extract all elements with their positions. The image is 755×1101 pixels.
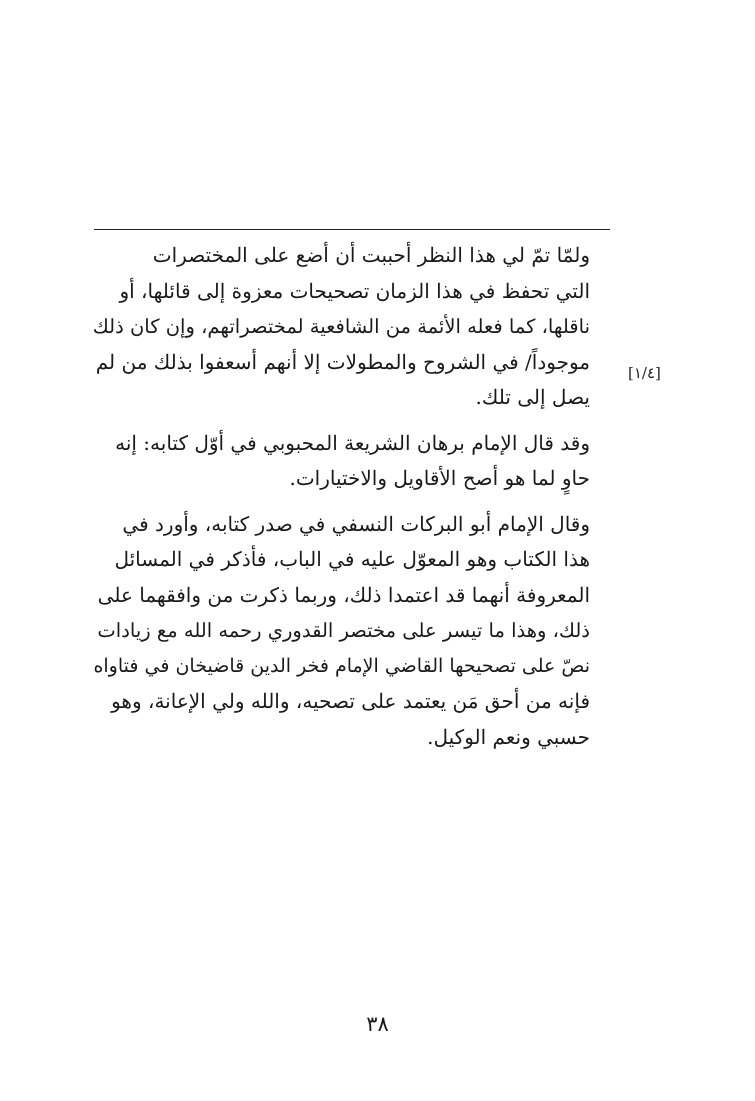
text-line: ولمّا تمّ لي هذا النظر أحببت أن أضع على المختصرات <box>152 243 590 267</box>
text-line: موجوداً/ في الشروح والمطولات إلا أنهم أسعفوا بذلك من لم <box>95 349 590 374</box>
text-line: يصل إلى تلك. <box>475 385 590 409</box>
text-line: التي تحفظ في هذا الزمان تصحيحات معزوة إلى قائلها، أو <box>119 278 590 303</box>
text-line: المعروفة أنهما قد اعتمدا ذلك، وربما ذكرت من وافقهما على <box>97 582 590 607</box>
page-number: ٣٨ <box>366 1012 389 1036</box>
top-rule-divider <box>94 229 610 230</box>
text-line: ناقلها، كما فعله الأئمة من الشافعية لمختصراتهم، وإن كان ذلك <box>92 315 590 338</box>
body-text <box>92 238 612 755</box>
margin-reference: [١/٤] <box>628 364 661 382</box>
text-line: ذلك، وهذا ما تيسر على مختصر القدوري رحمه الله مع زيادات <box>97 619 590 642</box>
text-line: وقال الإمام أبو البركات النسفي في صدر كتابه، وأورد في <box>122 511 590 536</box>
paragraph-2 <box>92 426 612 497</box>
text-line: نصّ على تصحيحها القاضي الإمام فخر الدين قاضيخان في فتاواه <box>93 654 590 677</box>
text-line: حاوٍ لما هو أصح الأقاويل والاختيارات. <box>289 466 590 490</box>
text-line: هذا الكتاب وهو المعوّل عليه في الباب، فأذكر في المسائل <box>114 547 590 571</box>
text-line: وقد قال الإمام برهان الشريعة المحبوبي في أوّل كتابه: إنه <box>115 430 590 455</box>
text-line: فإنه من أحق مَن يعتمد على تصحيه، والله ولي الإعانة، وهو <box>111 689 590 713</box>
paragraph-1 <box>92 238 612 416</box>
paragraph-3 <box>92 507 612 756</box>
text-line: حسبي ونعم الوكيل. <box>427 724 590 749</box>
